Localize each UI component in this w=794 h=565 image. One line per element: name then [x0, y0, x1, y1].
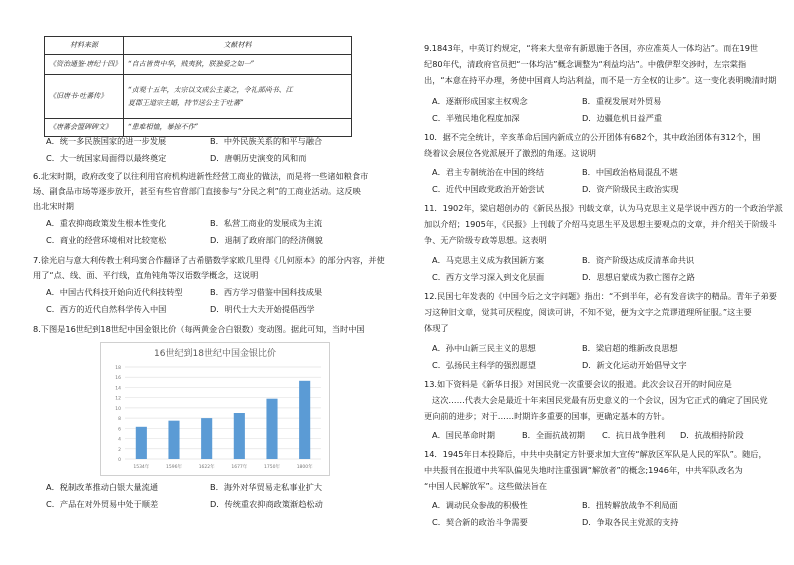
q9-option-c[interactable]: C．半殖民地化程度加深	[432, 113, 520, 123]
q9-option-d[interactable]: D．边疆危机日益严重	[582, 113, 663, 123]
q11-option-b[interactable]: B．资产阶级达成反清革命共识	[582, 255, 695, 265]
q14-option-d[interactable]: D．争取各民主党派的支持	[582, 517, 679, 527]
y-tick-label: 4	[118, 437, 121, 443]
table-cell-line: “贞观十五年，太宗以文成公主妻之，令礼部尚书、江	[128, 85, 293, 94]
q11-stem-line-3: 争、无产阶级专政等思想。这表明	[424, 235, 547, 245]
y-tick-label: 16	[115, 376, 121, 382]
q5-option-a[interactable]: A．统一多民族国家的进一步发展	[46, 136, 167, 146]
y-tick-label: 8	[118, 417, 121, 423]
q6-stem-line-2: 场、副食品市场等逐步放开，甚至有些官营部门直接参与“分民之利”的工商业活动。这反映	[33, 186, 361, 196]
bar-1800年	[299, 381, 310, 459]
x-tick-label: 1800年	[296, 465, 313, 470]
x-tick-label: 1622年	[198, 465, 215, 470]
q8-option-c[interactable]: C．产品在对外贸易中处于顺差	[46, 499, 159, 509]
q12-stem-line-2: 习这种旧文章，觉其可厌程度，阅读可讲，不知不觉，便为文字之荒谬道理所征服。”这主要	[424, 307, 752, 317]
q13-stem-line-1: 13.如下资料是《新华日报》对国民党一次重要会议的报道。此次会议召开的时间应是	[424, 379, 732, 389]
q10-stem-line-1: 10．据不完全统计，辛亥革命后国内新成立的公开团体有682个，其中政治团体有312个，围	[424, 132, 761, 142]
q14-stem-line-1: 14．1945年日本投降后，中共中央制定方针要求加大宣传“解放区军队是人民的军队”。随后，	[424, 449, 767, 459]
q13-option-c[interactable]: C．抗日战争胜利	[602, 430, 666, 440]
source-table	[44, 36, 352, 137]
q14-option-b[interactable]: B．扭转解放战争不利局面	[582, 500, 678, 510]
q11-option-c[interactable]: C．西方文学习深入到文化层面	[432, 272, 545, 282]
q11-stem-line-2: 加以介绍；1905年，《民报》上刊载了介绍马克思生平及思想主要观点的文章，并介绍关于阶级斗	[424, 219, 777, 229]
y-tick-label: 6	[118, 427, 121, 433]
q9-stem-line-3: 出，“本意在持平办理，务使中国商人均沾利益，而不是一方全权的让步”。这一变化表明晚清时期	[424, 75, 777, 85]
y-tick-label: 12	[115, 396, 121, 402]
table-header-source: 材料来源	[45, 37, 124, 55]
y-tick-label: 18	[115, 366, 121, 371]
y-tick-label: 10	[115, 406, 121, 412]
chart-svg	[101, 343, 329, 475]
q11-stem-line-1: 11．1902年，梁启超创办的《新民丛报》刊载文章，认为马克思主义是学说中西方的一个政治学派	[424, 203, 783, 213]
y-tick-label: 2	[118, 447, 121, 453]
table-cell-source: 《资治通鉴·唐纪十四》	[45, 55, 124, 75]
x-tick-label: 1596年	[166, 465, 182, 470]
q7-option-b[interactable]: B．西方学习借鉴中国科技成果	[210, 287, 323, 297]
q7-option-d[interactable]: D．明代士大夫开始提倡西学	[210, 304, 315, 314]
table-cell-source: 《唐蕃会盟碑碑文》	[45, 119, 124, 137]
y-tick-label: 0	[118, 458, 121, 463]
q14-stem-line-3: “中国人民解放军”。这些做法旨在	[424, 481, 548, 491]
bar-1534年	[136, 427, 147, 459]
q7-option-a[interactable]: A．中国古代科技开始向近代科技转型	[46, 287, 183, 297]
q8-option-d[interactable]: D．传统重农抑商政策渐趋松动	[210, 499, 323, 509]
q6-option-b[interactable]: B．私营工商业的发展成为主流	[210, 218, 323, 228]
q5-option-c[interactable]: C．大一统国家局面得以最终奠定	[46, 153, 167, 163]
table-cell-source: 《旧唐书·吐蕃传》	[45, 75, 124, 119]
q8-option-a[interactable]: A．税制改革推动白银大量流通	[46, 482, 159, 492]
q14-option-c[interactable]: C．契合新的政治斗争需要	[432, 517, 528, 527]
q12-option-d[interactable]: D．新文化运动开始倡导文字	[582, 360, 687, 370]
q10-option-c[interactable]: C．近代中国政党政治开始尝试	[432, 184, 545, 194]
q6-option-a[interactable]: A．重农抑商政策发生根本性变化	[46, 218, 167, 228]
gold-silver-ratio-chart	[100, 342, 330, 476]
x-tick-label: 1750年	[264, 465, 280, 470]
q9-option-a[interactable]: A．逐渐形成国家主权观念	[432, 96, 528, 106]
q14-stem-line-2: 中共报刊在报道中共军队偏见失地时注重强调“解放者”的概念;1946年，中共军队改名为	[424, 465, 743, 475]
table-cell-text: “自古皆贵中华，贱夷狄，朕独爱之如一”	[124, 55, 352, 75]
q6-stem-line-1: 6.北宋时期，政府改变了以往利用官府机构进新性经营工商业的做法，而是将一些诸如粮食市	[33, 171, 369, 181]
table-header-text: 文献材料	[124, 37, 352, 55]
q6-stem-line-3: 出北宋时期	[33, 201, 74, 211]
q8-option-b[interactable]: B．海外对华贸易走私事业扩大	[210, 482, 323, 492]
q5-option-b[interactable]: B．中外民族关系的和平与融合	[210, 136, 323, 146]
table-cell-text: “患难相恤，暴掠不作”	[124, 119, 352, 137]
q7-option-c[interactable]: C．西方的近代自然科学传入中国	[46, 304, 167, 314]
table-cell-text	[124, 75, 352, 119]
bar-1596年	[168, 421, 179, 459]
q9-option-b[interactable]: B．重视发展对外贸易	[582, 96, 662, 106]
x-tick-label: 1677年	[231, 465, 248, 470]
q13-option-d[interactable]: D．抗战相持阶段	[680, 430, 744, 440]
q12-stem-line-3: 体现了	[424, 323, 449, 333]
q14-option-a[interactable]: A．调动民众参战的积极性	[432, 500, 528, 510]
q10-option-d[interactable]: D．资产阶级民主政治实现	[582, 184, 679, 194]
q7-stem-line-2: 用了“点、线、面、平行线，直角钝角等汉语数学概念，这说明	[33, 270, 259, 280]
q6-option-c[interactable]: C．商业的经营环境相对比较宽松	[46, 235, 167, 245]
q11-option-d[interactable]: D．思想启蒙成为救亡图存之路	[582, 272, 695, 282]
q10-option-a[interactable]: A．君主专制统治在中国的终结	[432, 167, 545, 177]
x-tick-label: 1534年	[133, 465, 150, 470]
bar-1750年	[266, 399, 277, 459]
q9-stem-line-1: 9.1843年，中英订约规定，“将来大皇帝有新恩施于各国，亦应准英人一体均沾”。而在19世	[424, 43, 759, 53]
q12-option-a[interactable]: A．孙中山新三民主义的思想	[432, 343, 536, 353]
q13-option-b[interactable]: B．全面抗战初期	[522, 430, 585, 440]
y-tick-label: 14	[115, 386, 121, 392]
q13-option-a[interactable]: A．国民革命时期	[432, 430, 495, 440]
q9-stem-line-2: 纪80年代，清政府官员把“一体均沾”概念调整为“利益均沾”。中俄伊犁交涉时，左宗棠指	[424, 59, 747, 69]
bar-1622年	[201, 418, 212, 459]
chart-title: 16世纪到18世纪中国金银比价	[154, 349, 276, 359]
table-cell-line: 夏郡王道宗主婚，持节送公主于吐蕃”	[128, 98, 244, 107]
q6-option-d[interactable]: D．退制了政府部门的经济侧貌	[210, 235, 323, 245]
q10-stem-line-2: 绕着议会展位各党派展开了激烈的角逐。这说明	[424, 148, 596, 158]
q8-stem-line: 8.下图是16世纪到18世纪中国金银比价（每两黄金合白银数）变动图。据此可知，当时中国	[33, 324, 365, 334]
q7-stem-line-1: 7.徐光启与意大利传教士利玛窦合作翻译了古希腊数学家欧几里得《几何原本》的部分内容，并使	[33, 255, 385, 265]
q10-option-b[interactable]: B．中国政治格局混乱不堪	[582, 167, 678, 177]
q12-option-c[interactable]: C．弘扬民主科学的强烈愿望	[432, 360, 536, 370]
q5-option-d[interactable]: D．唐朝历史演变的风和而	[210, 153, 307, 163]
bar-1677年	[234, 413, 245, 459]
q11-option-a[interactable]: A．马克思主义成为救国新方案	[432, 255, 545, 265]
q12-option-b[interactable]: B．梁启超的维新改良思想	[582, 343, 678, 353]
q13-stem-line-2: 这次……代表大会是最近十年来国民党最有历史意义的一个会议，因为它正式的确定了国民党	[432, 395, 768, 405]
q13-stem-line-3: 更向前的进步；对于……时期许多重要的国事，更确定基本的方针。	[424, 411, 670, 421]
q12-stem-line-1: 12.民国七年发表的《中国今后之文字问题》指出：“不到半年，必有发音读字的精品。青年子弟要	[424, 291, 777, 301]
